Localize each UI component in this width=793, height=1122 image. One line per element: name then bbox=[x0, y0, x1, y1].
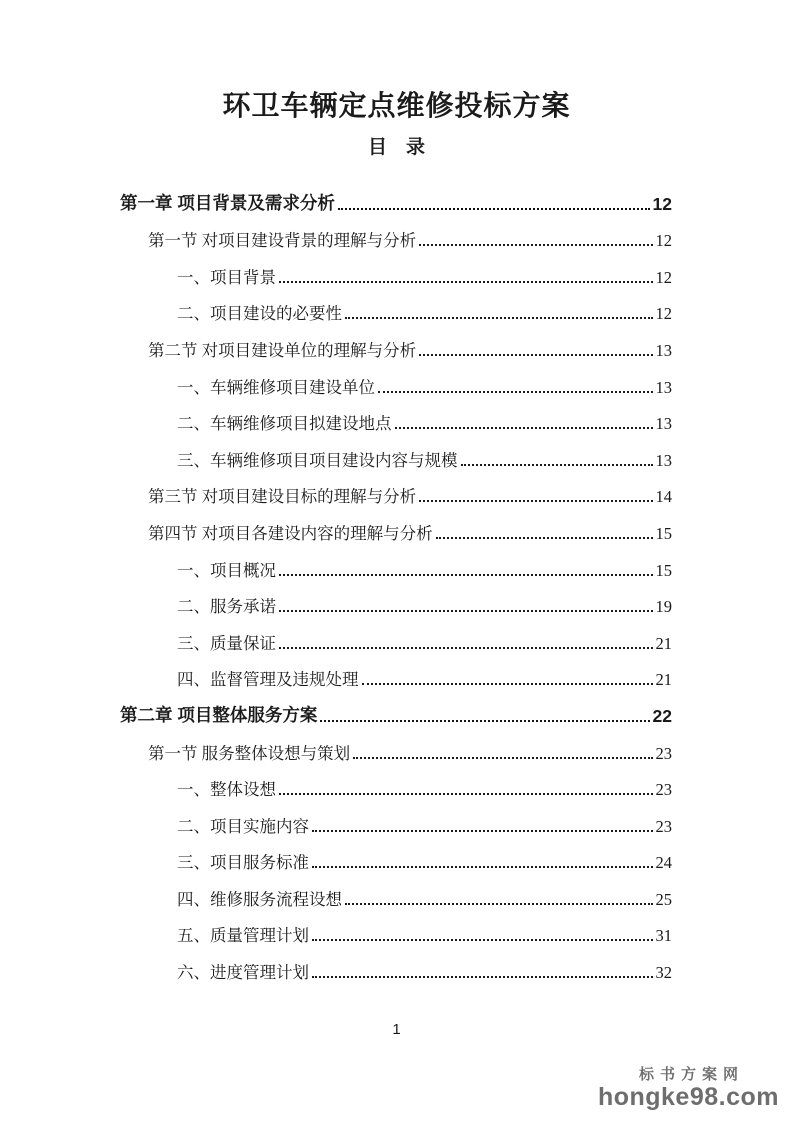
watermark bbox=[598, 1067, 779, 1110]
toc-page-number: 32 bbox=[655, 963, 672, 983]
document-title: 环卫车辆定点维修投标方案 bbox=[222, 90, 571, 121]
toc-page-number: 21 bbox=[655, 633, 672, 653]
toc-row bbox=[120, 366, 672, 403]
toc-page-number: 13 bbox=[655, 340, 672, 360]
dot-leader bbox=[419, 244, 652, 246]
dot-leader bbox=[378, 391, 653, 393]
toc-row bbox=[120, 659, 672, 696]
toc-row bbox=[120, 476, 672, 513]
toc-page-number: 13 bbox=[655, 450, 672, 470]
dot-leader bbox=[279, 647, 653, 649]
dot-leader bbox=[345, 903, 653, 905]
dot-leader bbox=[461, 464, 653, 466]
toc-entry-label: 三、项目服务标准 bbox=[177, 853, 309, 873]
toc-row bbox=[120, 403, 672, 440]
toc-page-number: 12 bbox=[655, 231, 672, 251]
dot-leader bbox=[345, 317, 653, 319]
toc-entry-label: 一、项目概况 bbox=[177, 560, 276, 580]
toc-row bbox=[120, 769, 672, 806]
toc-entry-label: 六、进度管理计划 bbox=[177, 963, 309, 983]
toc-entry-label: 三、质量保证 bbox=[177, 633, 276, 653]
dot-leader bbox=[279, 574, 653, 576]
toc-page-number: 12 bbox=[655, 267, 672, 287]
toc-row bbox=[120, 915, 672, 952]
toc-page-number: 13 bbox=[655, 414, 672, 434]
toc-row bbox=[120, 732, 672, 769]
dot-leader bbox=[338, 208, 650, 210]
table-of-contents bbox=[120, 183, 672, 988]
toc-entry-label: 第一节 服务整体设想与策划 bbox=[148, 743, 351, 763]
toc-row bbox=[120, 622, 672, 659]
toc-entry-label: 二、项目实施内容 bbox=[177, 816, 309, 836]
dot-leader bbox=[312, 866, 653, 868]
toc-page-number: 24 bbox=[655, 853, 672, 873]
toc-entry-label: 一、项目背景 bbox=[177, 267, 276, 287]
toc-page-number: 15 bbox=[655, 560, 672, 580]
dot-leader bbox=[279, 793, 653, 795]
toc-entry-label: 第一节 对项目建设背景的理解与分析 bbox=[148, 231, 417, 251]
dot-leader bbox=[279, 281, 653, 283]
dot-leader bbox=[419, 354, 652, 356]
toc-row bbox=[120, 842, 672, 879]
toc-page-number: 21 bbox=[655, 670, 672, 690]
toc-entry-label: 第三节 对项目建设目标的理解与分析 bbox=[148, 487, 417, 507]
toc-row bbox=[120, 183, 672, 220]
toc-page-number: 14 bbox=[655, 487, 672, 507]
toc-page-number: 23 bbox=[655, 816, 672, 836]
toc-page-number: 12 bbox=[652, 193, 672, 214]
toc-entry-label: 第二章 项目整体服务方案 bbox=[120, 704, 318, 725]
toc-entry-label: 二、服务承诺 bbox=[177, 597, 276, 617]
dot-leader bbox=[312, 976, 653, 978]
toc-entry-label: 五、质量管理计划 bbox=[177, 926, 309, 946]
page-number: 1 bbox=[392, 1021, 401, 1038]
toc-entry-label: 四、维修服务流程设想 bbox=[177, 889, 342, 909]
toc-entry-label: 三、车辆维修项目项目建设内容与规模 bbox=[177, 450, 458, 470]
toc-entry-label: 二、车辆维修项目拟建设地点 bbox=[177, 414, 392, 434]
toc-row bbox=[120, 695, 672, 732]
toc-heading: 目 录 bbox=[367, 137, 425, 159]
toc-entry-label: 第二节 对项目建设单位的理解与分析 bbox=[148, 340, 417, 360]
dot-leader bbox=[362, 683, 653, 685]
dot-leader bbox=[436, 537, 653, 539]
toc-row bbox=[120, 878, 672, 915]
toc-row bbox=[120, 329, 672, 366]
dot-leader bbox=[395, 427, 653, 429]
toc-row bbox=[120, 549, 672, 586]
watermark-site-name: 标书方案网 bbox=[638, 1066, 744, 1083]
toc-row bbox=[120, 512, 672, 549]
toc-entry-label: 第四节 对项目各建设内容的理解与分析 bbox=[148, 523, 433, 543]
dot-leader bbox=[312, 830, 653, 832]
dot-leader bbox=[353, 757, 652, 759]
toc-row bbox=[120, 293, 672, 330]
toc-row bbox=[120, 805, 672, 842]
toc-page-number: 22 bbox=[652, 705, 672, 726]
dot-leader bbox=[419, 500, 652, 502]
toc-page-number: 19 bbox=[655, 597, 672, 617]
toc-page-number: 25 bbox=[655, 889, 672, 909]
toc-row bbox=[120, 220, 672, 257]
toc-row bbox=[120, 951, 672, 988]
toc-entry-label: 第一章 项目背景及需求分析 bbox=[120, 192, 335, 213]
toc-page-number: 23 bbox=[655, 743, 672, 763]
watermark-site-url: hongke98.com bbox=[597, 1083, 779, 1111]
toc-row bbox=[120, 586, 672, 623]
dot-leader bbox=[279, 610, 653, 612]
toc-entry-label: 一、整体设想 bbox=[177, 780, 276, 800]
toc-entry-label: 一、车辆维修项目建设单位 bbox=[177, 377, 375, 397]
dot-leader bbox=[312, 939, 653, 941]
dot-leader bbox=[320, 720, 649, 722]
toc-page-number: 12 bbox=[655, 304, 672, 324]
toc-entry-label: 二、项目建设的必要性 bbox=[177, 304, 342, 324]
toc-page-number: 15 bbox=[655, 523, 672, 543]
toc-row bbox=[120, 256, 672, 293]
toc-entry-label: 四、监督管理及违规处理 bbox=[177, 670, 359, 690]
toc-row bbox=[120, 439, 672, 476]
toc-page-number: 23 bbox=[655, 780, 672, 800]
toc-page-number: 31 bbox=[655, 926, 672, 946]
toc-page-number: 13 bbox=[655, 377, 672, 397]
